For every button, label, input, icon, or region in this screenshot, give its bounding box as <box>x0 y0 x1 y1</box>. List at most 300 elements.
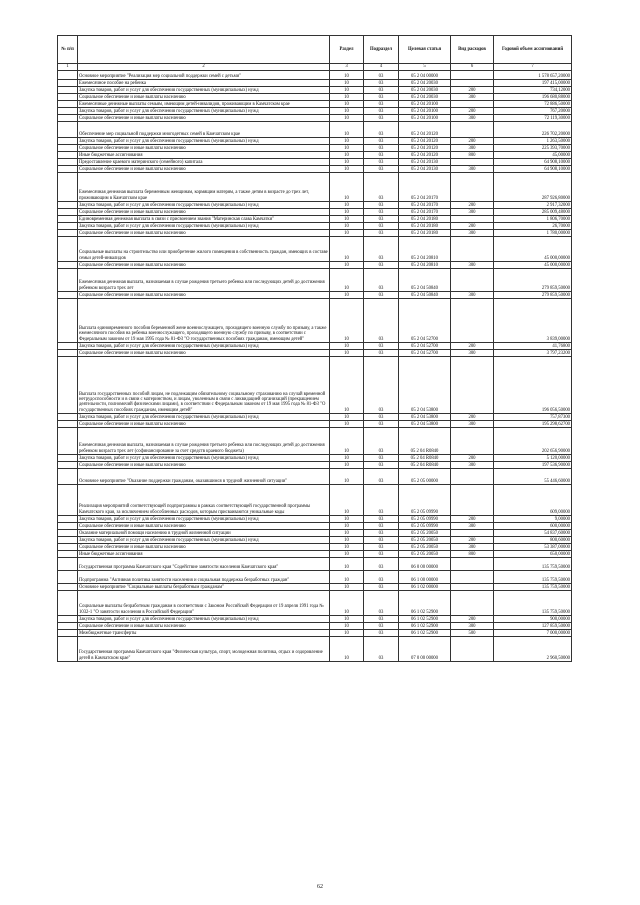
page-number: 62 <box>317 884 323 890</box>
row-name-cell: Выплата государственных пособий лицам, не подлежащим обязательному социальному страхованию на случай временной нетрудоспособности и в связи с материнством, и лицам, уволенным в связи с ликвидацией организаций (прекращением деятельности, полномочий физическими лицами), в соответствии с Федеральным законом от 19 мая 1995 года № 81-ФЗ "О государственных пособиях гражданам, имеющим детей" <box>78 357 330 414</box>
row-section-cell: 10 <box>330 630 364 637</box>
row-expense-type-cell: 200 <box>451 138 494 145</box>
row-name-cell: Основное мероприятие "Оказание поддержки гражданам, оказавшимся в трудной жизненной ситуации" <box>78 469 330 485</box>
row-target-cell: 05 2 04 52700 <box>399 343 451 350</box>
row-target-cell: 06 1 02 00000 <box>399 584 451 591</box>
row-target-cell: 05 2 04 53800 <box>399 357 451 414</box>
row-expense-type-cell: 300 <box>451 115 494 122</box>
row-target-cell: 07 0 00 00000 <box>399 637 451 662</box>
row-number-cell <box>58 551 78 558</box>
budget-table <box>57 35 572 662</box>
row-section-cell: 10 <box>330 230 364 237</box>
row-subsection-cell: 03 <box>364 462 399 469</box>
row-subsection-cell: 03 <box>364 455 399 462</box>
row-target-cell: 05 2 05 20050 <box>399 544 451 551</box>
row-number-cell <box>58 237 78 262</box>
row-section-cell: 10 <box>330 591 364 616</box>
row-number-cell <box>58 516 78 523</box>
row-expense-type-cell <box>451 428 494 455</box>
row-amount-cell: 1 780,00000 <box>494 230 572 237</box>
row-expense-type-cell: 300 <box>451 462 494 469</box>
row-name-cell: Социальное обеспечение и иные выплаты населению <box>78 209 330 216</box>
table-row <box>58 350 572 357</box>
table-row <box>58 462 572 469</box>
row-section-cell: 10 <box>330 202 364 209</box>
table-row <box>58 571 572 584</box>
row-expense-type-cell: 300 <box>451 350 494 357</box>
row-amount-cell: 72 119,30000 <box>494 115 572 122</box>
row-section-cell: 10 <box>330 108 364 115</box>
row-name-cell: Социальное обеспечение и иные выплаты населению <box>78 292 330 299</box>
row-number-cell <box>58 544 78 551</box>
row-section-cell: 10 <box>330 616 364 623</box>
row-amount-cell: 9,00000 <box>494 516 572 523</box>
row-target-cell: 05 2 04 R0840 <box>399 428 451 455</box>
row-expense-type-cell <box>451 591 494 616</box>
row-target-cell: 05 2 04 20130 <box>399 159 451 166</box>
row-amount-cell: 64 908,10000 <box>494 166 572 173</box>
row-target-cell: 05 2 04 52700 <box>399 350 451 357</box>
row-amount-cell: 26,70000 <box>494 223 572 230</box>
row-amount-cell: 226 702,20000 <box>494 122 572 138</box>
row-target-cell: 05 2 04 20810 <box>399 262 451 269</box>
table-row <box>58 584 572 591</box>
column-number: 4 <box>364 64 399 71</box>
row-subsection-cell: 03 <box>364 623 399 630</box>
row-subsection-cell: 03 <box>364 421 399 428</box>
row-amount-cell: 127 859,50000 <box>494 623 572 630</box>
row-expense-type-cell <box>451 584 494 591</box>
row-number-cell <box>58 292 78 299</box>
row-amount-cell: 135 759,50000 <box>494 571 572 584</box>
column-number: 2 <box>78 64 330 71</box>
column-number: 5 <box>399 64 451 71</box>
row-expense-type-cell <box>451 122 494 138</box>
row-section-cell: 10 <box>330 166 364 173</box>
row-section-cell: 10 <box>330 623 364 630</box>
row-section-cell: 10 <box>330 414 364 421</box>
row-amount-cell: 767,20000 <box>494 108 572 115</box>
row-target-cell: 05 2 05 20050 <box>399 551 451 558</box>
row-section-cell: 10 <box>330 516 364 523</box>
row-name-cell: Социальное обеспечение и иные выплаты населению <box>78 115 330 122</box>
row-number-cell <box>58 87 78 94</box>
row-number-cell <box>58 138 78 145</box>
row-number-cell <box>58 209 78 216</box>
row-number-cell <box>58 173 78 202</box>
row-section-cell: 10 <box>330 551 364 558</box>
row-target-cell: 05 2 04 20180 <box>399 230 451 237</box>
row-expense-type-cell: 200 <box>451 223 494 230</box>
table-row <box>58 544 572 551</box>
row-name-cell: Социальное обеспечение и иные выплаты населению <box>78 462 330 469</box>
row-target-cell: 05 2 04 50840 <box>399 292 451 299</box>
header-num: № п/п <box>58 36 78 64</box>
table-row <box>58 523 572 530</box>
table-row <box>58 455 572 462</box>
row-amount-cell: 757,87300 <box>494 414 572 421</box>
row-target-cell: 05 2 04 20030 <box>399 94 451 101</box>
row-section-cell: 10 <box>330 637 364 662</box>
row-name-cell: Социальное обеспечение и иные выплаты населению <box>78 262 330 269</box>
table-row <box>58 87 572 94</box>
row-number-cell <box>58 101 78 108</box>
row-amount-cell: 7 000,00000 <box>494 630 572 637</box>
row-amount-cell: 5 120,00000 <box>494 455 572 462</box>
row-name-cell: Иные бюджетные ассигнования <box>78 152 330 159</box>
row-amount-cell: 45 000,00000 <box>494 237 572 262</box>
table-row <box>58 516 572 523</box>
row-subsection-cell: 03 <box>364 584 399 591</box>
table-row <box>58 469 572 485</box>
row-section-cell: 10 <box>330 485 364 516</box>
row-number-cell <box>58 630 78 637</box>
row-name-cell: Ежемесячная денежная выплата, назначаемая в случае рождения третьего ребенка или последующих детей до достижения ребенком возраста трех лет <box>78 269 330 292</box>
column-number: 1 <box>58 64 78 71</box>
row-expense-type-cell: 300 <box>451 262 494 269</box>
row-amount-cell: 135 759,50000 <box>494 558 572 571</box>
row-subsection-cell: 03 <box>364 269 399 292</box>
row-section-cell: 10 <box>330 530 364 537</box>
row-section-cell: 10 <box>330 558 364 571</box>
row-name-cell: Социальное обеспечение и иные выплаты населению <box>78 145 330 152</box>
row-name-cell: Социальные выплаты безработным гражданам в соответствии с Законом Российской Федерации от 19 апреля 1991 года № 1032-1 "О занятости населения в Российской Федерации" <box>78 591 330 616</box>
row-number-cell <box>58 216 78 223</box>
row-target-cell: 05 2 04 20170 <box>399 173 451 202</box>
row-expense-type-cell: 300 <box>451 544 494 551</box>
row-name-cell: Социальное обеспечение и иные выплаты населению <box>78 166 330 173</box>
row-section-cell: 10 <box>330 523 364 530</box>
row-section-cell: 10 <box>330 357 364 414</box>
row-section-cell: 10 <box>330 421 364 428</box>
table-row <box>58 530 572 537</box>
row-section-cell: 10 <box>330 299 364 343</box>
row-name-cell: Закупка товаров, работ и услуг для обеспечения государственных (муниципальных) нужд <box>78 616 330 623</box>
table-row <box>58 230 572 237</box>
row-target-cell: 05 2 04 20180 <box>399 216 451 223</box>
row-expense-type-cell: 300 <box>451 166 494 173</box>
row-subsection-cell: 03 <box>364 71 399 80</box>
row-expense-type-cell <box>451 80 494 87</box>
table-row <box>58 537 572 544</box>
row-name-cell: Оказание материальной помощи населению в трудной жизненной ситуации <box>78 530 330 537</box>
row-expense-type-cell: 200 <box>451 455 494 462</box>
row-amount-cell: 600,00000 <box>494 523 572 530</box>
row-section-cell: 10 <box>330 223 364 230</box>
row-section-cell: 10 <box>330 343 364 350</box>
row-section-cell: 10 <box>330 462 364 469</box>
row-subsection-cell: 03 <box>364 202 399 209</box>
row-amount-cell: 196 056,50000 <box>494 357 572 414</box>
row-target-cell: 05 2 05 09990 <box>399 523 451 530</box>
row-expense-type-cell <box>451 173 494 202</box>
table-row <box>58 115 572 122</box>
row-number-cell <box>58 350 78 357</box>
row-name-cell: Социальное обеспечение и иные выплаты населению <box>78 94 330 101</box>
row-amount-cell: 734,12000 <box>494 87 572 94</box>
table-row <box>58 159 572 166</box>
row-section-cell: 10 <box>330 122 364 138</box>
row-name-cell: Межбюджетные трансферты <box>78 630 330 637</box>
row-target-cell: 05 2 04 20170 <box>399 209 451 216</box>
row-expense-type-cell: 200 <box>451 414 494 421</box>
row-amount-cell: 54 837,60000 <box>494 530 572 537</box>
row-subsection-cell: 03 <box>364 357 399 414</box>
table-row <box>58 152 572 159</box>
row-subsection-cell: 03 <box>364 80 399 87</box>
row-expense-type-cell <box>451 558 494 571</box>
row-name-cell: Закупка товаров, работ и услуг для обеспечения государственных (муниципальных) нужд <box>78 223 330 230</box>
row-number-cell <box>58 591 78 616</box>
row-name-cell: Реализация мероприятий соответствующей подпрограммы в рамках соответствующей государственной программы Камчатского края, за исключением обособленных расходов, которым присваиваются уникальные коды <box>78 485 330 516</box>
row-expense-type-cell <box>451 237 494 262</box>
header-amount: Годовой объем ассигнований <box>494 36 572 64</box>
row-expense-type-cell <box>451 101 494 108</box>
row-amount-cell: 287 926,80000 <box>494 173 572 202</box>
row-number-cell <box>58 616 78 623</box>
row-section-cell: 10 <box>330 145 364 152</box>
row-subsection-cell: 03 <box>364 87 399 94</box>
row-section-cell: 10 <box>330 87 364 94</box>
row-number-cell <box>58 414 78 421</box>
row-amount-cell: 2 960,50000 <box>494 637 572 662</box>
table-row <box>58 166 572 173</box>
row-subsection-cell: 03 <box>364 537 399 544</box>
table-row <box>58 173 572 202</box>
row-section-cell: 10 <box>330 269 364 292</box>
row-number-cell <box>58 485 78 516</box>
row-subsection-cell: 03 <box>364 94 399 101</box>
table-row <box>58 94 572 101</box>
row-name-cell: Социальное обеспечение и иные выплаты населению <box>78 421 330 428</box>
row-target-cell: 05 2 04 20100 <box>399 101 451 108</box>
row-target-cell: 05 2 05 09990 <box>399 485 451 516</box>
row-name-cell: Закупка товаров, работ и услуг для обеспечения государственных (муниципальных) нужд <box>78 202 330 209</box>
row-expense-type-cell <box>451 571 494 584</box>
row-number-cell <box>58 623 78 630</box>
row-subsection-cell: 03 <box>364 223 399 230</box>
row-name-cell: Закупка товаров, работ и услуг для обеспечения государственных (муниципальных) нужд <box>78 138 330 145</box>
row-name-cell: Закупка товаров, работ и услуг для обеспечения государственных (муниципальных) нужд <box>78 537 330 544</box>
row-name-cell: Социальное обеспечение и иные выплаты населению <box>78 350 330 357</box>
row-number-cell <box>58 428 78 455</box>
row-amount-cell: 285 009,48000 <box>494 209 572 216</box>
table-row <box>58 630 572 637</box>
row-number-cell <box>58 108 78 115</box>
row-subsection-cell: 03 <box>364 101 399 108</box>
row-name-cell: Предоставление краевого материнского (семейного) капитала <box>78 159 330 166</box>
row-expense-type-cell: 200 <box>451 616 494 623</box>
row-subsection-cell: 03 <box>364 292 399 299</box>
row-target-cell: 05 2 04 20120 <box>399 152 451 159</box>
row-number-cell <box>58 455 78 462</box>
row-target-cell: 05 2 05 20050 <box>399 537 451 544</box>
row-target-cell: 05 2 04 50840 <box>399 269 451 292</box>
row-amount-cell: 45 000,00000 <box>494 262 572 269</box>
row-subsection-cell: 03 <box>364 414 399 421</box>
row-expense-type-cell <box>451 216 494 223</box>
row-subsection-cell: 03 <box>364 558 399 571</box>
row-section-cell: 10 <box>330 138 364 145</box>
row-expense-type-cell <box>451 485 494 516</box>
table-row <box>58 223 572 230</box>
row-section-cell: 10 <box>330 101 364 108</box>
row-name-cell: Ежемесячные денежные выплаты семьям, имеющим детей-инвалидов, проживающим в Камчатском крае <box>78 101 330 108</box>
row-number-cell <box>58 145 78 152</box>
row-target-cell: 05 2 05 09990 <box>399 516 451 523</box>
row-amount-cell: 135 759,50000 <box>494 584 572 591</box>
row-amount-cell: 609,00000 <box>494 485 572 516</box>
table-row <box>58 623 572 630</box>
row-amount-cell: 800,60000 <box>494 537 572 544</box>
row-number-cell <box>58 462 78 469</box>
row-target-cell: 06 1 02 52900 <box>399 591 451 616</box>
row-expense-type-cell: 300 <box>451 209 494 216</box>
row-subsection-cell: 03 <box>364 159 399 166</box>
row-name-cell: Закупка товаров, работ и услуг для обеспечения государственных (муниципальных) нужд <box>78 343 330 350</box>
row-expense-type-cell: 200 <box>451 108 494 115</box>
row-amount-cell: 196 680,88000 <box>494 94 572 101</box>
row-amount-cell: 279 859,50000 <box>494 269 572 292</box>
table-row <box>58 292 572 299</box>
row-amount-cell: 225 393,70000 <box>494 145 572 152</box>
row-subsection-cell: 03 <box>364 350 399 357</box>
table-row <box>58 80 572 87</box>
table-row <box>58 122 572 138</box>
row-number-cell <box>58 262 78 269</box>
row-section-cell: 10 <box>330 544 364 551</box>
row-amount-cell: 2 917,32000 <box>494 202 572 209</box>
row-number-cell <box>58 469 78 485</box>
table-row <box>58 616 572 623</box>
row-section-cell: 10 <box>330 71 364 80</box>
row-expense-type-cell: 800 <box>451 152 494 159</box>
row-target-cell: 05 2 04 00000 <box>399 71 451 80</box>
row-subsection-cell: 03 <box>364 523 399 530</box>
row-number-cell <box>58 159 78 166</box>
row-target-cell: 05 2 04 20030 <box>399 87 451 94</box>
row-number-cell <box>58 299 78 343</box>
row-name-cell: Социальное обеспечение и иные выплаты населению <box>78 623 330 630</box>
row-target-cell: 05 2 04 R0840 <box>399 462 451 469</box>
column-number: 3 <box>330 64 364 71</box>
row-number-cell <box>58 80 78 87</box>
row-subsection-cell: 03 <box>364 237 399 262</box>
row-target-cell: 06 1 02 52900 <box>399 616 451 623</box>
row-number-cell <box>58 421 78 428</box>
row-expense-type-cell: 300 <box>451 94 494 101</box>
row-amount-cell: 1 806,70000 <box>494 216 572 223</box>
row-target-cell: 06 1 02 52900 <box>399 623 451 630</box>
row-section-cell: 10 <box>330 455 364 462</box>
row-target-cell: 05 2 04 20180 <box>399 223 451 230</box>
row-target-cell: 06 1 00 00000 <box>399 571 451 584</box>
row-name-cell: Ежемесячная денежная выплата беременным женщинам, кормящим матерям, а также детям в возрасте до трех лет, проживающим в Камчатском крае <box>78 173 330 202</box>
row-section-cell: 10 <box>330 428 364 455</box>
row-expense-type-cell: 300 <box>451 523 494 530</box>
row-expense-type-cell: 800 <box>451 551 494 558</box>
row-name-cell: Социальное обеспечение и иные выплаты населению <box>78 230 330 237</box>
row-expense-type-cell: 300 <box>451 623 494 630</box>
row-name-cell: Ежемесячная денежная выплата, назначаемая в случае рождения третьего ребенка или последующих детей до достижения ребенком возраста трех лет (софинансирование за счет средств краевого бюджета) <box>78 428 330 455</box>
table-row <box>58 101 572 108</box>
row-expense-type-cell: 200 <box>451 343 494 350</box>
row-name-cell: Выплата единовременного пособия беременной жене военнослужащего, проходящего военную службу по призыву, а также ежемесячного пособия на ребенка военнослужащего, проходящего военную службу по призыву, в соответствии с Федеральным законом от 19 мая 1995 года № 81-ФЗ "О государственных пособиях гражданам, имеющим детей" <box>78 299 330 343</box>
header-name <box>78 36 330 64</box>
table-row <box>58 202 572 209</box>
row-name-cell: Государственная программа Камчатского края "Содействие занятости населения Камчатского края" <box>78 558 330 571</box>
row-name-cell: Социальное обеспечение и иные выплаты населению <box>78 523 330 530</box>
row-number-cell <box>58 269 78 292</box>
row-subsection-cell: 03 <box>364 637 399 662</box>
row-expense-type-cell: 500 <box>451 630 494 637</box>
row-target-cell: 05 2 05 20050 <box>399 530 451 537</box>
row-expense-type-cell: 300 <box>451 230 494 237</box>
row-number-cell <box>58 166 78 173</box>
row-number-cell <box>58 523 78 530</box>
row-subsection-cell: 03 <box>364 262 399 269</box>
table-row <box>58 343 572 350</box>
row-amount-cell: 55 446,60000 <box>494 469 572 485</box>
row-expense-type-cell <box>451 357 494 414</box>
row-expense-type-cell <box>451 530 494 537</box>
row-target-cell: 05 2 04 20810 <box>399 237 451 262</box>
row-subsection-cell: 03 <box>364 230 399 237</box>
column-number: 7 <box>494 64 572 71</box>
column-number: 6 <box>451 64 494 71</box>
row-expense-type-cell <box>451 71 494 80</box>
row-number-cell <box>58 223 78 230</box>
row-section-cell: 10 <box>330 584 364 591</box>
row-target-cell: 05 2 04 20170 <box>399 202 451 209</box>
row-subsection-cell: 03 <box>364 630 399 637</box>
row-section-cell: 10 <box>330 571 364 584</box>
row-target-cell: 05 2 04 20120 <box>399 138 451 145</box>
row-name-cell: Социальные выплаты на строительство или приобретение жилого помещения в собственность граждан, имеющих в составе семьи детей-инвалидов <box>78 237 330 262</box>
header-target: Целевая статья <box>399 36 451 64</box>
table-row <box>58 428 572 455</box>
row-number-cell <box>58 115 78 122</box>
row-subsection-cell: 03 <box>364 551 399 558</box>
row-expense-type-cell: 200 <box>451 516 494 523</box>
row-target-cell: 05 2 04 20130 <box>399 166 451 173</box>
header-subsection: Подраздел <box>364 36 399 64</box>
row-name-cell: Ежемесячное пособие на ребенка <box>78 80 330 87</box>
row-amount-cell: 202 656,90000 <box>494 428 572 455</box>
row-subsection-cell: 03 <box>364 469 399 485</box>
table-header-row <box>58 36 572 64</box>
row-subsection-cell: 03 <box>364 138 399 145</box>
row-section-cell: 10 <box>330 80 364 87</box>
row-expense-type-cell <box>451 299 494 343</box>
column-numbers-row <box>58 64 572 71</box>
row-subsection-cell: 03 <box>364 122 399 138</box>
row-number-cell <box>58 122 78 138</box>
row-number-cell <box>58 571 78 584</box>
row-amount-cell: 197 536,90000 <box>494 462 572 469</box>
row-number-cell <box>58 357 78 414</box>
row-section-cell: 10 <box>330 216 364 223</box>
row-subsection-cell: 03 <box>364 173 399 202</box>
row-amount-cell: 650,00000 <box>494 551 572 558</box>
row-number-cell <box>58 230 78 237</box>
table-row <box>58 108 572 115</box>
table-row <box>58 421 572 428</box>
table-row <box>58 485 572 516</box>
row-number-cell <box>58 530 78 537</box>
row-expense-type-cell: 300 <box>451 292 494 299</box>
row-name-cell: Закупка товаров, работ и услуг для обеспечения государственных (муниципальных) нужд <box>78 516 330 523</box>
